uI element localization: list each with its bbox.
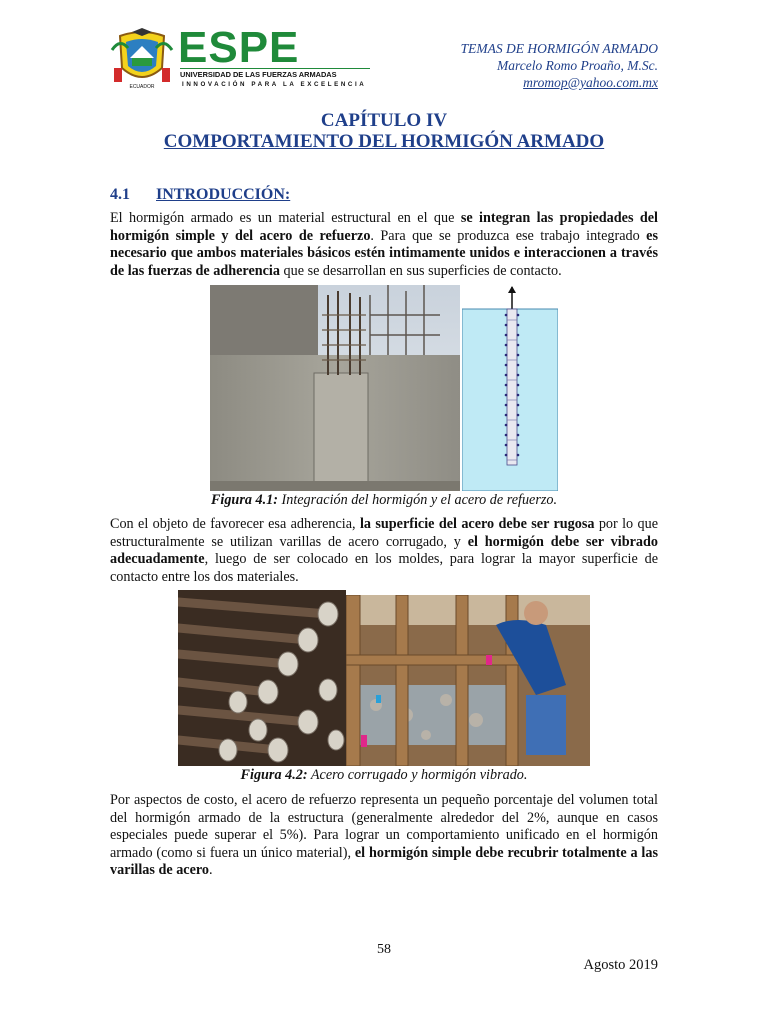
text-run: Con el objeto de favorecer esa adherencia, (110, 516, 360, 532)
bold-run: el hormigón simple debe recubrir totalmente a las varillas de acero (110, 844, 658, 879)
crest-icon (110, 28, 174, 90)
figure-4-2-caption (110, 767, 658, 784)
text-run: que se desarrollan en sus superficies de contacto. (279, 262, 562, 279)
bold-run: es necesario que ambos materiales básicos estén intimamente unidos e interaccionen a través de las fuerzas de adherencia (110, 227, 658, 279)
author-email-link[interactable]: mromop@yahoo.com.mx (523, 75, 658, 90)
bar-pullout-diagram (462, 285, 558, 491)
corrugated-rebar-photo (178, 590, 346, 766)
concrete-vibration-photo (346, 595, 590, 766)
paragraph-intro (110, 210, 658, 280)
bold-run: el hormigón debe ser vibrado adecuadamente (110, 533, 658, 568)
paragraph-cost (110, 792, 658, 880)
svg-text:ECUADOR: ECUADOR (129, 84, 155, 90)
document-header (461, 40, 658, 91)
section-number: 4.1 (110, 186, 130, 203)
bold-run: se integran las propiedades del hormigón simple y del acero de refuerzo (110, 210, 658, 244)
caption-text: Acero corrugado y hormigón vibrado. (307, 767, 528, 783)
text-run: . Para que se produzca ese trabajo integrado (370, 227, 647, 244)
section-title: INTRODUCCIÓN: (156, 186, 291, 203)
document-title: TEMAS DE HORMIGÓN ARMADO (460, 41, 658, 56)
chapter-title-text: COMPORTAMIENTO DEL HORMIGÓN ARMADO (163, 131, 605, 152)
text-run: por lo que estructuralmente se utilizan varillas de acero corrugado, y (110, 516, 658, 550)
chapter-label: CAPÍTULO IV (320, 110, 448, 131)
university-motto: INNOVACIÓN PARA LA EXCELENCIA (182, 81, 367, 88)
espe-logo (110, 23, 370, 90)
publication-date: Agosto 2019 (583, 957, 658, 973)
author-name: Marcelo Romo Proaño, M.Sc. (497, 58, 658, 73)
figure-4-1-caption (110, 492, 658, 509)
figure-label: Figura 4.1: (210, 492, 278, 508)
bold-run: la superficie del acero debe ser rugosa (359, 516, 595, 532)
university-name: UNIVERSIDAD DE LAS FUERZAS ARMADAS (180, 68, 370, 80)
page-number: 58 (377, 942, 391, 957)
chapter-title (0, 131, 768, 153)
espe-wordmark: ESPE (178, 23, 300, 72)
caption-text: Integración del hormigón y el acero de refuerzo. (277, 492, 558, 508)
text-run: El hormigón armado es un material estructural en el que (110, 210, 461, 226)
text-run: , luego de ser colocado en los moldes, para lograr la mayor superficie de contacto entre los dos materiales. (110, 551, 658, 585)
column-construction-photo (210, 285, 460, 491)
paragraph-adherence (110, 516, 658, 586)
figure-label: Figura 4.2: (240, 767, 308, 783)
text-run: Por aspectos de costo, el acero de refuerzo representa un pequeño porcentaje del volumen total del hormigón armado de la estructura (generalmente alrededor del 2%, aunque en casos especiales puede superar el 5%). Para lograr un comportamiento unificado en el hormigón armado (como si fuera un único material), (110, 792, 658, 861)
text-run: . (209, 862, 213, 879)
